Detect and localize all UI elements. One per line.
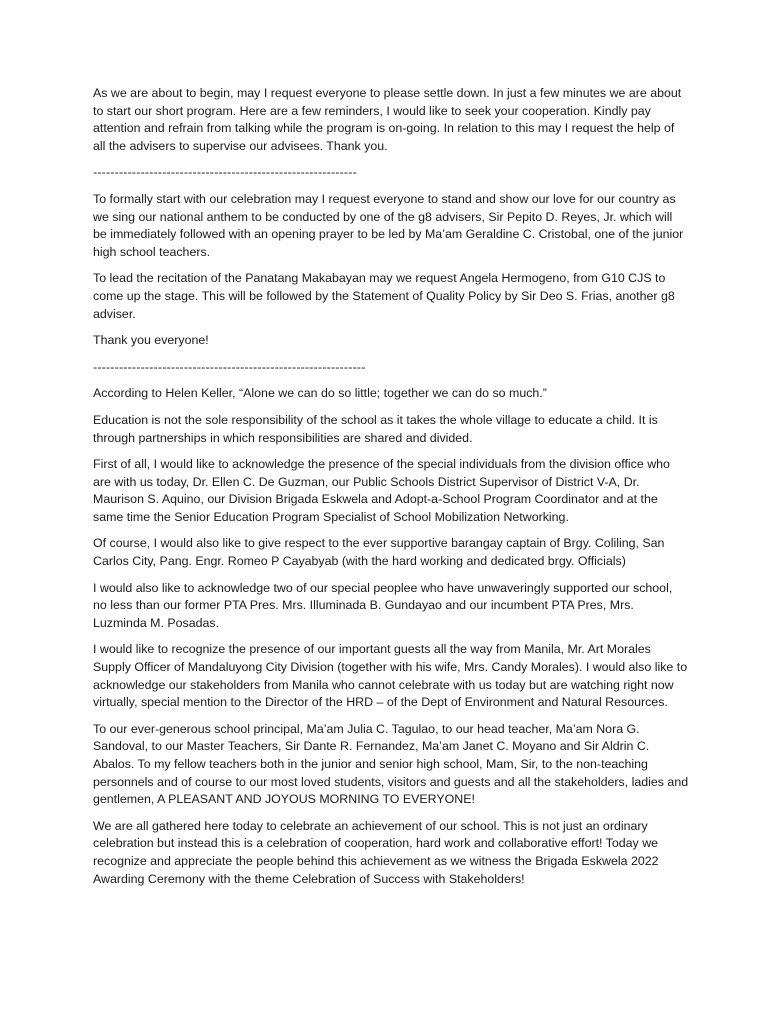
manila-guests-paragraph: I would like to recognize the presence of our important guests all the way from Manila, Mr. Art Morales Supply Officer of Mandaluyong City Division (together with his wife, Mrs. Candy Morales). I would also like to acknowledge our stakeholders from Manila who cannot celebrate with us today but are watching right now virtually, special mention to the Director of the HRD – of the Dept of Environment and Natural Resources. bbox=[93, 642, 688, 710]
barangay-acknowledgement-paragraph: Of course, I would also like to give respect to the ever supportive barangay captain of Brgy. Coliling, San Carlos City, Pang. Engr. Romeo P Cayabyab (with the hard working and dedicated brgy. Officials) bbox=[93, 536, 665, 569]
education-paragraph: Education is not the sole responsibility of the school as it takes the whole village to educate a child. It is through partnerships in which responsibilities are shared and divided. bbox=[93, 412, 658, 445]
helen-keller-quote: According to Helen Keller, “Alone we can do so little; together we can do so much.” bbox=[93, 386, 547, 401]
section-divider: --------------------------------------------------------------- bbox=[93, 359, 366, 374]
pta-acknowledgement-paragraph: I would also like to acknowledge two of our special peoplee who have unwaveringly supported our school, no less than our former PTA Pres. Mrs. Illuminada B. Gundayao and our incumbent PTA Pres, Mrs. Luzminda M. Posadas. bbox=[93, 580, 673, 630]
document-page bbox=[93, 85, 689, 897]
opening-anthem-prayer-paragraph: To formally start with our celebration may I request everyone to stand and show our love for our country as we sing our national anthem to be conducted by one of the g8 advisers, Sir Pepito D. Reyes, Jr. which will be immediately followed with an opening prayer to be led by Ma’am Geraldine C. Cristobal, one of the junior high school teachers. bbox=[93, 191, 684, 259]
school-staff-greeting-paragraph: To our ever-generous school principal, Ma’am Julia C. Tagulao, to our head teacher, Ma’am Nora G. Sandoval, to our Master Teachers, Sir Dante R. Fernandez, Ma’am Janet C. Moyano and Sir Aldrin C. Abalos. To my fellow teachers both in the junior and senior high school, Mam, Sir, to the non-teaching personnels and of course to our most loved students, visitors and guests and all the stakeholders, ladies and gentlemen, A PLEASANT AND JOYOUS MORNING TO EVERYONE! bbox=[93, 721, 689, 807]
panatang-makabayan-paragraph: To lead the recitation of the Panatang Makabayan may we request Angela Hermogeno, from G10 CJS to come up the stage. This will be followed by the Statement of Quality Policy by Sir Deo S. Frias, another g8 adviser. bbox=[93, 271, 675, 321]
division-acknowledgement-paragraph: First of all, I would like to acknowledge the presence of the special individuals from the division office who are with us today, Dr. Ellen C. De Guzman, our Public Schools District Supervisor of District V-A, Dr. Maurison S. Aquino, our Division Brigada Eskwela and Adopt-a-School Program Coordinator and at the same time the Senior Education Program Specialist of School Mobilization Networking. bbox=[93, 457, 670, 524]
celebration-paragraph: We are all gathered here today to celebrate an achievement of our school. This is not just an ordinary celebration but instead this is a celebration of cooperation, hard work and collaborative effort! Today we recognize and appreciate the people behind this achievement as we witness the Brigada Eskwela 2022 Awarding Ceremony with the theme Celebration of Success with Stakeholders! bbox=[93, 818, 659, 886]
thank-you-line: Thank you everyone! bbox=[93, 333, 209, 348]
intro-reminders-paragraph: As we are about to begin, may I request everyone to please settle down. In just a few minutes we are about to start our short program. Here are a few reminders, I would like to seek your cooperation. Kindly pay attention and refrain from talking while the program is on-going. In relation to this may I request the help of all the advisers to supervise our advisees. Thank you. bbox=[93, 86, 682, 153]
section-divider: ------------------------------------------------------------- bbox=[93, 165, 357, 180]
